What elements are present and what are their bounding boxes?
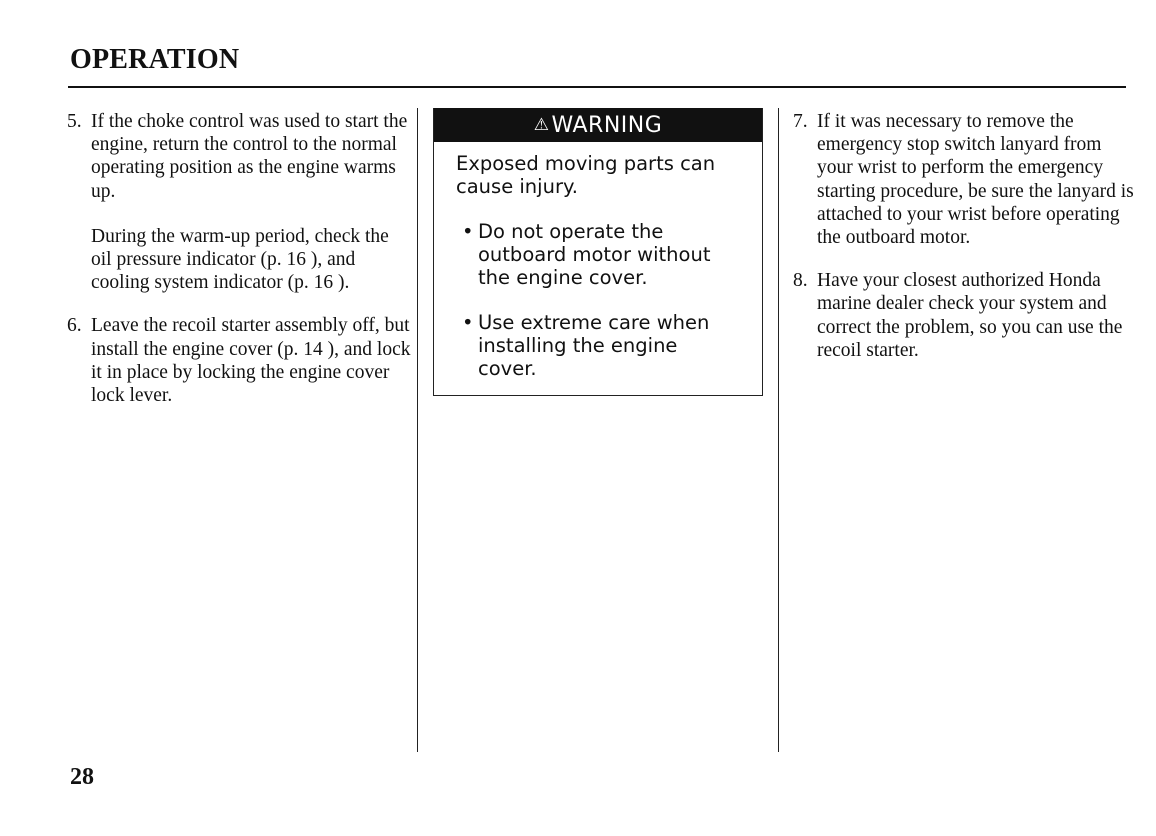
step-number: 8. (793, 270, 808, 292)
step-paragraph: If it was necessary to remove the emergency stop switch lanyard from your wrist to perform the emergency starting procedure, be sure the lanyard is attached to your wrist before operating the outboard motor. (817, 111, 1134, 249)
warning-bullet (456, 220, 742, 289)
step-paragraph: During the warm-up period, check the oil pressure indicator (p. 16 ), and cooling system indicator (p. 16 ). (91, 225, 389, 294)
warning-body (434, 142, 762, 380)
warning-triangle-icon: ⚠ (533, 115, 550, 135)
step-6 (67, 314, 412, 407)
page-number: 28 (70, 764, 94, 790)
page-title: OPERATION (70, 44, 240, 75)
step-5 (67, 110, 412, 294)
warning-title: WARNING (551, 112, 663, 138)
warning-bullet (456, 311, 742, 380)
step-number: 7. (793, 111, 808, 132)
warning-bullet-list (456, 220, 742, 380)
step-7 (793, 110, 1138, 249)
title-rule (68, 86, 1126, 88)
bullet-icon: • (462, 220, 474, 243)
step-number: 5. (67, 111, 82, 132)
step-8 (793, 269, 1138, 362)
right-column (793, 110, 1138, 382)
step-paragraph: If the choke control was used to start the engine, return the control to the normal operating position as the engine warms up. (91, 111, 408, 202)
warning-box (433, 108, 763, 396)
warning-header (434, 108, 762, 142)
warning-bullet-text: Do not operate the outboard motor without the engine cover. (478, 220, 711, 289)
step-number: 6. (67, 315, 82, 337)
step-paragraph: Leave the recoil starter assembly off, but install the engine cover (p. 14 ), and lock it in place by locking the engine cover lock lever. (91, 315, 411, 407)
column-divider-left (417, 108, 418, 752)
bullet-icon: • (462, 311, 474, 334)
warning-bullet-text: Use extreme care when installing the engine cover. (478, 311, 710, 380)
step-paragraph: Have your closest authorized Honda marine dealer check your system and correct the problem, so you can use the recoil starter. (817, 270, 1123, 361)
left-column (67, 110, 412, 427)
column-divider-right (778, 108, 779, 752)
warning-lead: Exposed moving parts can cause injury. (456, 152, 716, 198)
